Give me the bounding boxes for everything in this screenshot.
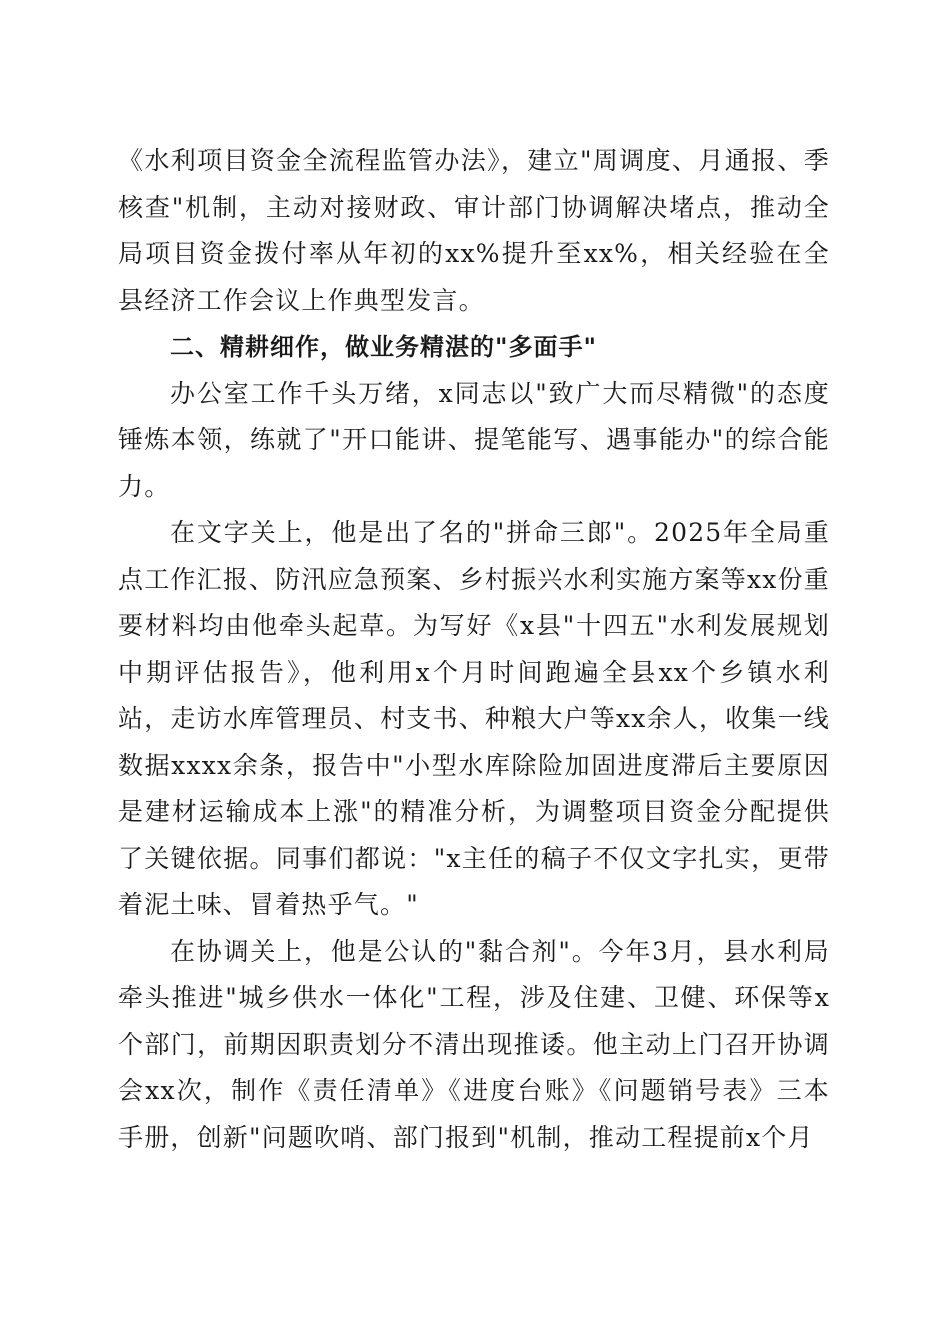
- paragraph-4: 在协调关上，他是公认的"黏合剂"。今年3月，县水利局牵头推进"城乡供水一体化"工程，涉及住建、卫健、环保等x个部门，前期因职责划分不清出现推诿。他主动上门召开协调会xx次，制作《责任清单》《进度台账》《问题销号表》三本手册，创新"问题吹哨、部门报到"机制，推动工程提前x个月: [118, 936, 830, 1152]
- paragraph-3: 在文字关上，他是出了名的"拼命三郎"。2025年全局重点工作汇报、防汛应急预案、乡村振兴水利实施方案等xx份重要材料均由他牵头起草。为写好《x县"十四五"水利发展规划中期评估报告》，他利用x个月时间跑遍全县xx个乡镇水利站，走访水库管理员、村支书、种粮大户等xx余人，收集一线数据xxxx余条，报告中"小型水库除险加固进度滞后主要原因是建材运输成本上涨"的精准分析，为调整项目资金分配提供了关键依据。同事们都说："x主任的稿子不仅文字扎实，更带着泥土味、冒着热乎气。": [118, 518, 830, 919]
- paragraph-2: 办公室工作千头万绪，x同志以"致广大而尽精微"的态度锤炼本领，练就了"开口能讲、提笔能写、遇事能办"的综合能力。: [118, 378, 830, 501]
- paragraph-1: 《水利项目资金全流程监管办法》，建立"周调度、月通报、季核查"机制，主动对接财政、审计部门协调解决堵点，推动全局项目资金拨付率从年初的xx%提升至xx%，相关经验在全县经济工作会议上作典型发言。: [118, 146, 830, 315]
- document-body: [118, 138, 830, 1161]
- section-heading-2: 二、精耕细作，做业务精湛的"多面手": [170, 333, 598, 361]
